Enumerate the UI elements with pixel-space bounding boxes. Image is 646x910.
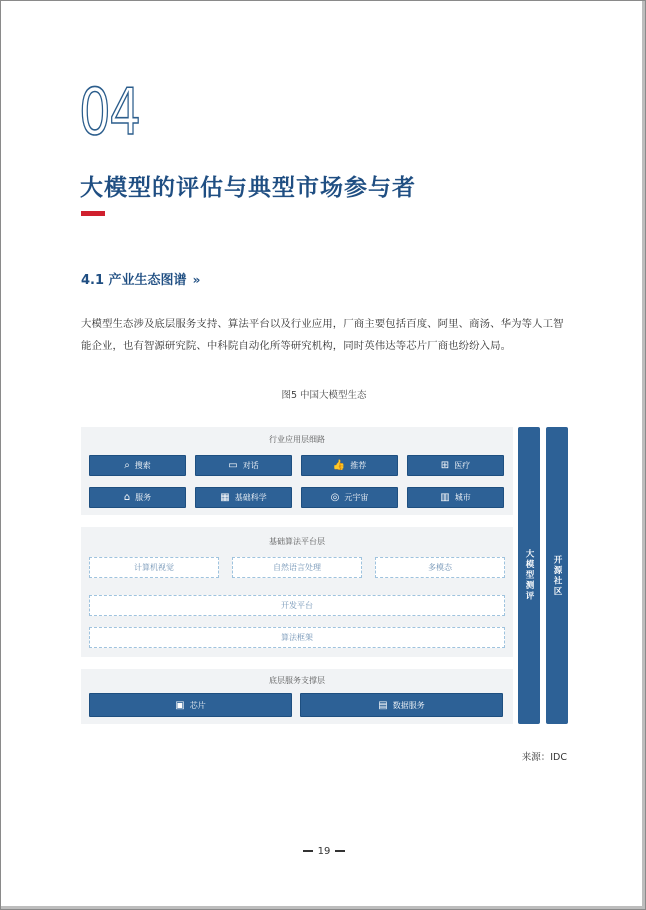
app-item-search: ⌕ 搜索 [89,455,186,476]
base-item-data-service: ▤ 数据服务 [300,693,503,717]
platform-layer [81,527,513,657]
page-number-dash-right [335,850,345,852]
application-layer-title: 行业应用层细路 [269,435,325,444]
figure-source: 来源：IDC [521,752,567,763]
building-icon: ▥ [440,492,450,503]
chapter-number: 04 [79,76,140,150]
app-item-city: ▥ 城市 [407,487,504,508]
chapter-title: 大模型的评估与典型市场参与者 [80,175,416,201]
planet-icon: ◎ [330,492,340,503]
page-shadow-bottom [1,906,645,909]
algo-framework: 算法框架 [89,627,505,648]
science-icon: ▦ [220,492,230,503]
base-layer [81,669,513,724]
sidebar-model-evaluation: 大模型测评 [518,427,540,724]
app-item-dialogue: ▭ 对话 [195,455,292,476]
page-number [1,846,646,857]
section-heading-text: 4.1 产业生态图谱 [81,273,187,288]
medical-icon: ⊞ [440,460,450,471]
figure-caption: 图5 中国大模型生态 [281,390,367,401]
base-layer-title: 底层服务支撑层 [269,676,325,685]
platform-item-nlp: 自然语言处理 [232,557,362,578]
app-item-recommend: 👍 推荐 [301,455,398,476]
title-accent-bar [81,211,105,216]
home-icon: ⌂ [123,492,131,503]
page-shadow-right [642,1,645,909]
base-item-chip: ▣ 芯片 [89,693,292,717]
application-layer [81,427,513,515]
double-chevron-icon: » [192,273,200,287]
chart-icon: ▤ [378,699,388,711]
app-item-metaverse: ◎ 元宇宙 [301,487,398,508]
app-item-service: ⌂ 服务 [89,487,186,508]
chip-icon: ▣ [175,699,185,711]
platform-layer-title: 基础算法平台层 [269,537,325,546]
body-paragraph: 大模型生态涉及底层服务支持、算法平台以及行业应用，厂商主要包括百度、阿里、商汤、华为等人工智能企业，也有智源研究院、中科院自动化所等研究机构，同时英伟达等芯片厂商也纷纷入局。 [81,318,564,352]
search-icon: ⌕ [124,460,130,471]
platform-item-cv: 计算机视觉 [89,557,219,578]
thumbs-up-icon: 👍 [332,460,346,471]
app-item-science: ▦ 基础科学 [195,487,292,508]
app-item-medical: ⊞ 医疗 [407,455,504,476]
page-number-text: 19 [317,846,331,857]
page-number-dash-left [303,850,313,852]
platform-item-multimodal: 多模态 [375,557,505,578]
ecosystem-diagram [81,427,571,727]
section-heading [81,269,199,288]
sidebar-open-source: 开源社区 [546,427,568,724]
chat-icon: ▭ [228,460,238,471]
dev-platform: 开发平台 [89,595,505,616]
